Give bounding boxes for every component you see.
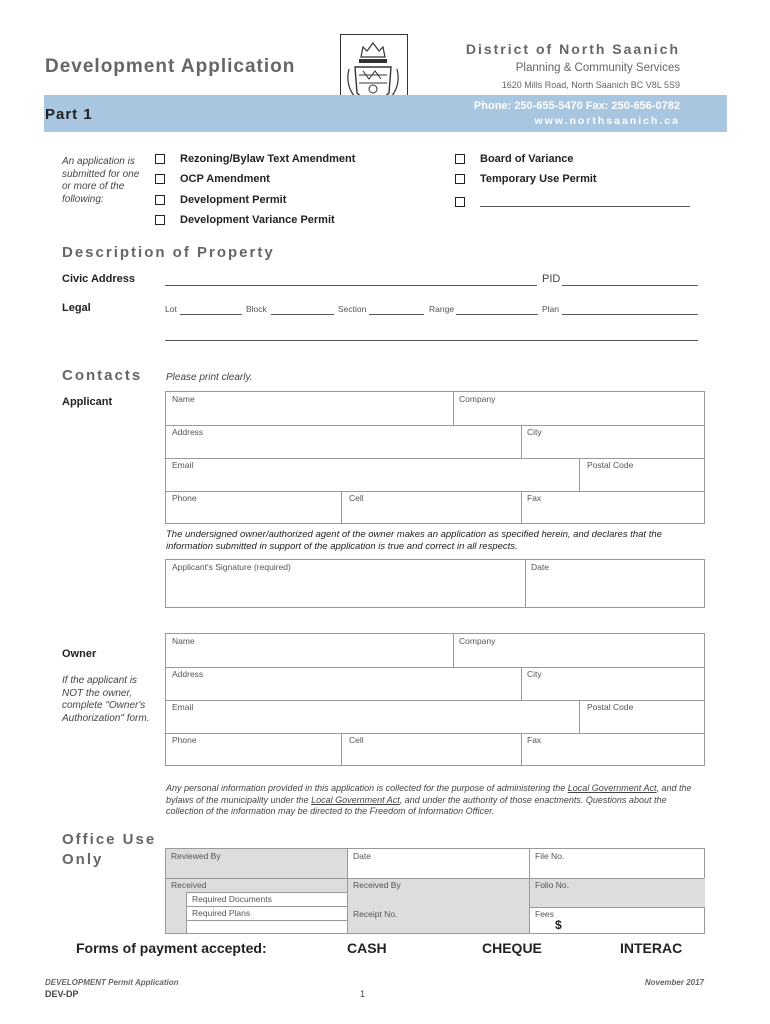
applicant-cell-field[interactable]: Cell xyxy=(349,493,364,503)
section-field[interactable] xyxy=(369,314,424,315)
plan-field[interactable] xyxy=(562,314,698,315)
owner-cell-field[interactable]: Cell xyxy=(349,735,364,745)
office-use-table xyxy=(165,848,705,934)
range-label: Range xyxy=(429,304,455,314)
reviewed-by-field[interactable]: Reviewed By xyxy=(171,851,221,861)
required-documents-field[interactable]: Required Documents xyxy=(192,894,272,904)
owner-box xyxy=(165,633,705,766)
block-label: Block xyxy=(246,304,267,314)
option-label: Development Permit xyxy=(180,194,287,206)
checkbox[interactable] xyxy=(155,174,165,184)
website: www.northsaanich.ca xyxy=(534,115,680,127)
owner-note: If the applicant is NOT the owner, complete "Owner's Authorization" form. xyxy=(62,675,150,724)
applicant-address-field[interactable]: Address xyxy=(172,427,204,437)
applicant-company-field[interactable]: Company xyxy=(459,394,496,404)
fees-field[interactable]: Fees xyxy=(535,909,554,919)
other-blank-line[interactable] xyxy=(480,206,690,207)
owner-email-field[interactable]: Email xyxy=(172,702,194,712)
option-label: Rezoning/Bylaw Text Amendment xyxy=(180,153,356,165)
owner-phone-field[interactable]: Phone xyxy=(172,735,197,745)
option-other[interactable] xyxy=(455,196,690,207)
owner-postal-field[interactable]: Postal Code xyxy=(587,702,634,712)
application-note: An application is submitted for one or more of the following: xyxy=(62,156,140,205)
option-rezoning[interactable] xyxy=(155,153,355,165)
declaration-text: The undersigned owner/authorized agent of the owner makes an application as specified herein, and declares that the information submitted in support of the application is true and correct in all respects. xyxy=(166,529,662,552)
payment-cash: CASH xyxy=(347,940,387,956)
department-name: Planning & Community Services xyxy=(515,62,680,74)
option-label: Board of Variance xyxy=(480,153,574,165)
district-name: District of North Saanich xyxy=(465,41,680,57)
signature-date-field[interactable]: Date xyxy=(531,562,549,572)
signature-box xyxy=(165,559,705,608)
option-label: OCP Amendment xyxy=(180,173,270,185)
footer-date: November 2017 xyxy=(644,978,704,987)
applicant-city-field[interactable]: City xyxy=(527,427,542,437)
office-use-heading: Office Use Only xyxy=(62,831,157,868)
lot-field[interactable] xyxy=(180,314,242,315)
lot-label: Lot xyxy=(165,304,177,314)
applicant-label: Applicant xyxy=(62,396,113,408)
district-address: 1620 Mills Road, North Saanich BC V8L 5S9 xyxy=(501,80,680,90)
form-title: Development Application xyxy=(45,56,296,77)
block-field[interactable] xyxy=(271,314,334,315)
legal-extra-line[interactable] xyxy=(165,340,698,341)
file-no-field[interactable]: File No. xyxy=(535,851,565,861)
legal-label: Legal xyxy=(62,302,91,314)
applicant-name-field[interactable]: Name xyxy=(172,394,195,404)
applicant-box xyxy=(165,391,705,524)
section-label: Section xyxy=(338,304,367,314)
phone-fax: Phone: 250-655-5470 Fax: 250-656-0782 xyxy=(473,100,680,112)
applicant-postal-field[interactable]: Postal Code xyxy=(587,460,634,470)
local-government-act-ref: Local Government Act xyxy=(311,794,400,805)
plan-label: Plan xyxy=(542,304,560,314)
owner-label: Owner xyxy=(62,648,97,660)
payment-cheque: CHEQUE xyxy=(482,940,542,956)
option-development-permit[interactable] xyxy=(155,194,286,206)
part-label: Part 1 xyxy=(45,106,93,123)
payment-label: Forms of payment accepted: xyxy=(76,940,267,956)
owner-fax-field[interactable]: Fax xyxy=(527,735,542,745)
owner-address-field[interactable]: Address xyxy=(172,669,204,679)
privacy-text: Any personal information provided in this application is collected for the purpose of administering the xyxy=(166,783,568,793)
privacy-text: , and the bylaws of the municipality under the xyxy=(166,783,692,805)
option-label: Temporary Use Permit xyxy=(480,173,597,185)
contacts-heading: Contacts xyxy=(62,367,143,384)
checkbox[interactable] xyxy=(155,215,165,225)
payment-interac: INTERAC xyxy=(620,940,683,956)
page-number: 1 xyxy=(360,989,366,999)
checkbox[interactable] xyxy=(155,195,165,205)
owner-name-field[interactable]: Name xyxy=(172,636,195,646)
footer-form-name: DEVELOPMENT Permit Application xyxy=(45,978,179,987)
received-label: Received xyxy=(171,880,207,890)
owner-city-field[interactable]: City xyxy=(527,669,542,679)
pid-label: PID xyxy=(542,273,561,285)
receipt-no-field[interactable]: Receipt No. xyxy=(353,909,398,919)
checkbox[interactable] xyxy=(455,174,465,184)
option-ocp[interactable] xyxy=(155,173,270,185)
checkbox[interactable] xyxy=(455,154,465,164)
privacy-notice xyxy=(166,783,701,818)
pid-field[interactable] xyxy=(562,285,698,286)
option-temporary-use[interactable] xyxy=(455,173,597,185)
property-heading: Description of Property xyxy=(62,244,275,261)
applicant-fax-field[interactable]: Fax xyxy=(527,493,542,503)
dollar-sign: $ xyxy=(555,918,562,932)
checkbox[interactable] xyxy=(455,197,465,207)
owner-company-field[interactable]: Company xyxy=(459,636,496,646)
range-field[interactable] xyxy=(456,314,538,315)
applicant-email-field[interactable]: Email xyxy=(172,460,194,470)
option-board-of-variance[interactable] xyxy=(455,153,574,165)
required-plans-field[interactable]: Required Plans xyxy=(192,908,251,918)
civic-address-label: Civic Address xyxy=(62,273,135,285)
signature-field[interactable]: Applicant's Signature (required) xyxy=(172,562,291,572)
footer-code: DEV-DP xyxy=(45,989,79,999)
office-date-field[interactable]: Date xyxy=(353,851,371,861)
print-note: Please print clearly. xyxy=(166,372,253,383)
checkbox[interactable] xyxy=(155,154,165,164)
option-label: Development Variance Permit xyxy=(180,214,335,226)
folio-no-field[interactable]: Folio No. xyxy=(535,880,570,890)
option-variance-permit[interactable] xyxy=(155,214,335,226)
received-by-field[interactable]: Received By xyxy=(353,880,401,890)
local-government-act-ref: Local Government Act xyxy=(567,783,657,793)
privacy-text: , and under the authority of those enactments. Questions about the collection of the information may be directed to the Freedom of Information Officer. xyxy=(166,794,667,816)
applicant-phone-field[interactable]: Phone xyxy=(172,493,197,503)
civic-address-field[interactable] xyxy=(165,285,537,286)
